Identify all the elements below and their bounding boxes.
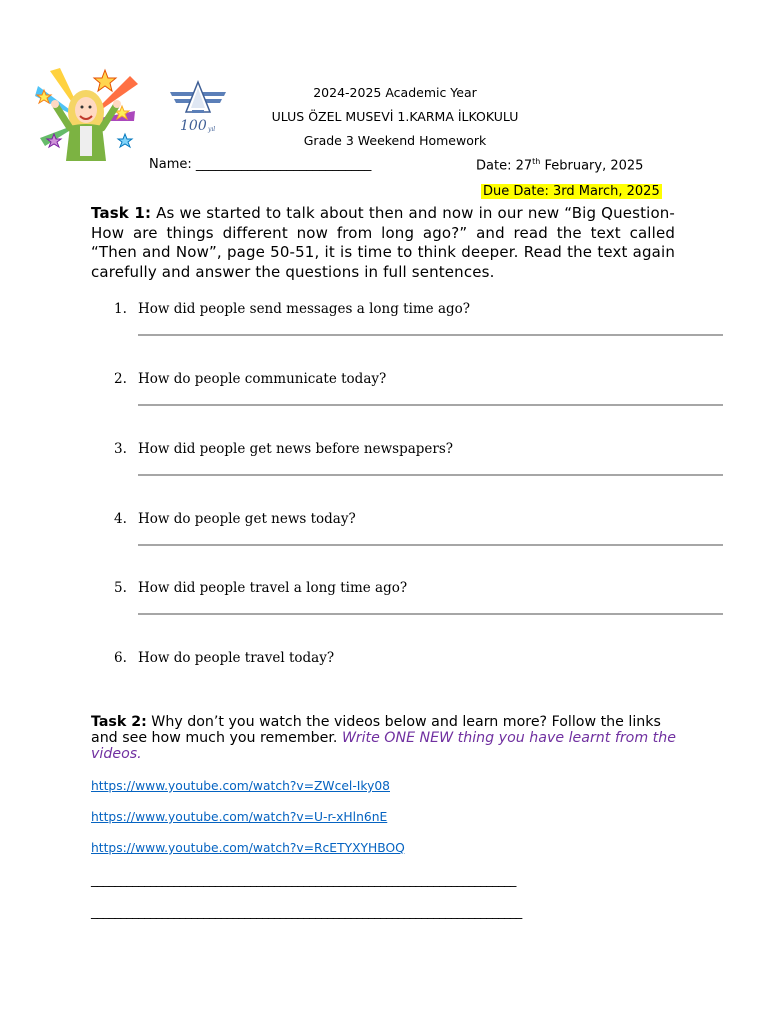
question-text: How do people get news today?	[138, 511, 356, 527]
student-name-field: Name: ___________________________	[149, 157, 372, 172]
logo-100-text: 100	[180, 118, 207, 134]
question-number: 6.	[114, 650, 127, 666]
question-4	[114, 511, 356, 527]
academic-year: 2024-2025 Academic Year	[313, 85, 477, 100]
task2-label: Task 2:	[91, 714, 147, 730]
task1-paragraph	[91, 204, 675, 282]
answer-line-2	[138, 404, 723, 406]
task1-text: As we started to talk about then and now in our new “Big Question- How are things different now from long ago?” and read the text called “Then and Now”, page 50-51, it is time to think deeper. Read the text again carefully and answer the questions in full sentences.	[91, 204, 675, 281]
answer-line-1	[138, 334, 723, 336]
question-3	[114, 441, 453, 457]
question-2	[114, 371, 386, 387]
question-6	[114, 650, 334, 666]
due-date-badge	[481, 180, 662, 199]
cartoon-girl-illustration	[30, 66, 140, 176]
due-date-text: Due Date: 3rd March, 2025	[483, 184, 660, 199]
date-suffix: February, 2025	[540, 158, 644, 174]
question-number: 5.	[114, 580, 127, 596]
school-name: ULUS ÖZEL MUSEVİ 1.KARMA İLKOKULU	[271, 109, 519, 124]
video-link-2[interactable]: https://www.youtube.com/watch?v=U-r-xHln6nE	[91, 810, 388, 824]
video-link-1[interactable]: https://www.youtube.com/watch?v=ZWcel-Iky08	[91, 779, 390, 793]
school-logo	[168, 80, 228, 140]
question-number: 3.	[114, 441, 127, 457]
logo-subtext: yıl	[208, 126, 216, 133]
question-text: How do people communicate today?	[138, 371, 387, 387]
question-text: How did people travel a long time ago?	[138, 580, 408, 596]
answer-line-5	[138, 613, 723, 615]
homework-date	[476, 157, 643, 173]
video-link-3[interactable]: https://www.youtube.com/watch?v=RcETYXYHBOQ	[91, 841, 405, 855]
date-prefix: Date: 27	[476, 158, 533, 174]
question-5	[114, 580, 407, 596]
question-number: 1.	[114, 301, 127, 317]
question-text: How do people travel today?	[138, 650, 335, 666]
homework-title: Grade 3 Weekend Homework	[303, 133, 487, 148]
question-text: How did people send messages a long time ago?	[138, 301, 471, 317]
task2-paragraph	[91, 714, 681, 762]
answer-line-4	[138, 544, 723, 546]
answer-line-3	[138, 474, 723, 476]
task1-label: Task 1:	[91, 204, 152, 222]
task2-instruction: Write ONE NEW thing you have learnt from the videos.	[91, 730, 676, 762]
question-number: 2.	[114, 371, 127, 387]
question-number: 4.	[114, 511, 127, 527]
question-1	[114, 301, 470, 317]
writing-line-1: ________________________________________________________________________	[91, 873, 516, 888]
question-text: How did people get news before newspapers?	[138, 441, 454, 457]
date-superscript: th	[532, 157, 541, 166]
writing-line-2: _________________________________________________________________________	[91, 905, 522, 920]
task2-text: Why don’t you watch the videos below and learn more? Follow the links and see how much you remember.	[91, 714, 661, 746]
